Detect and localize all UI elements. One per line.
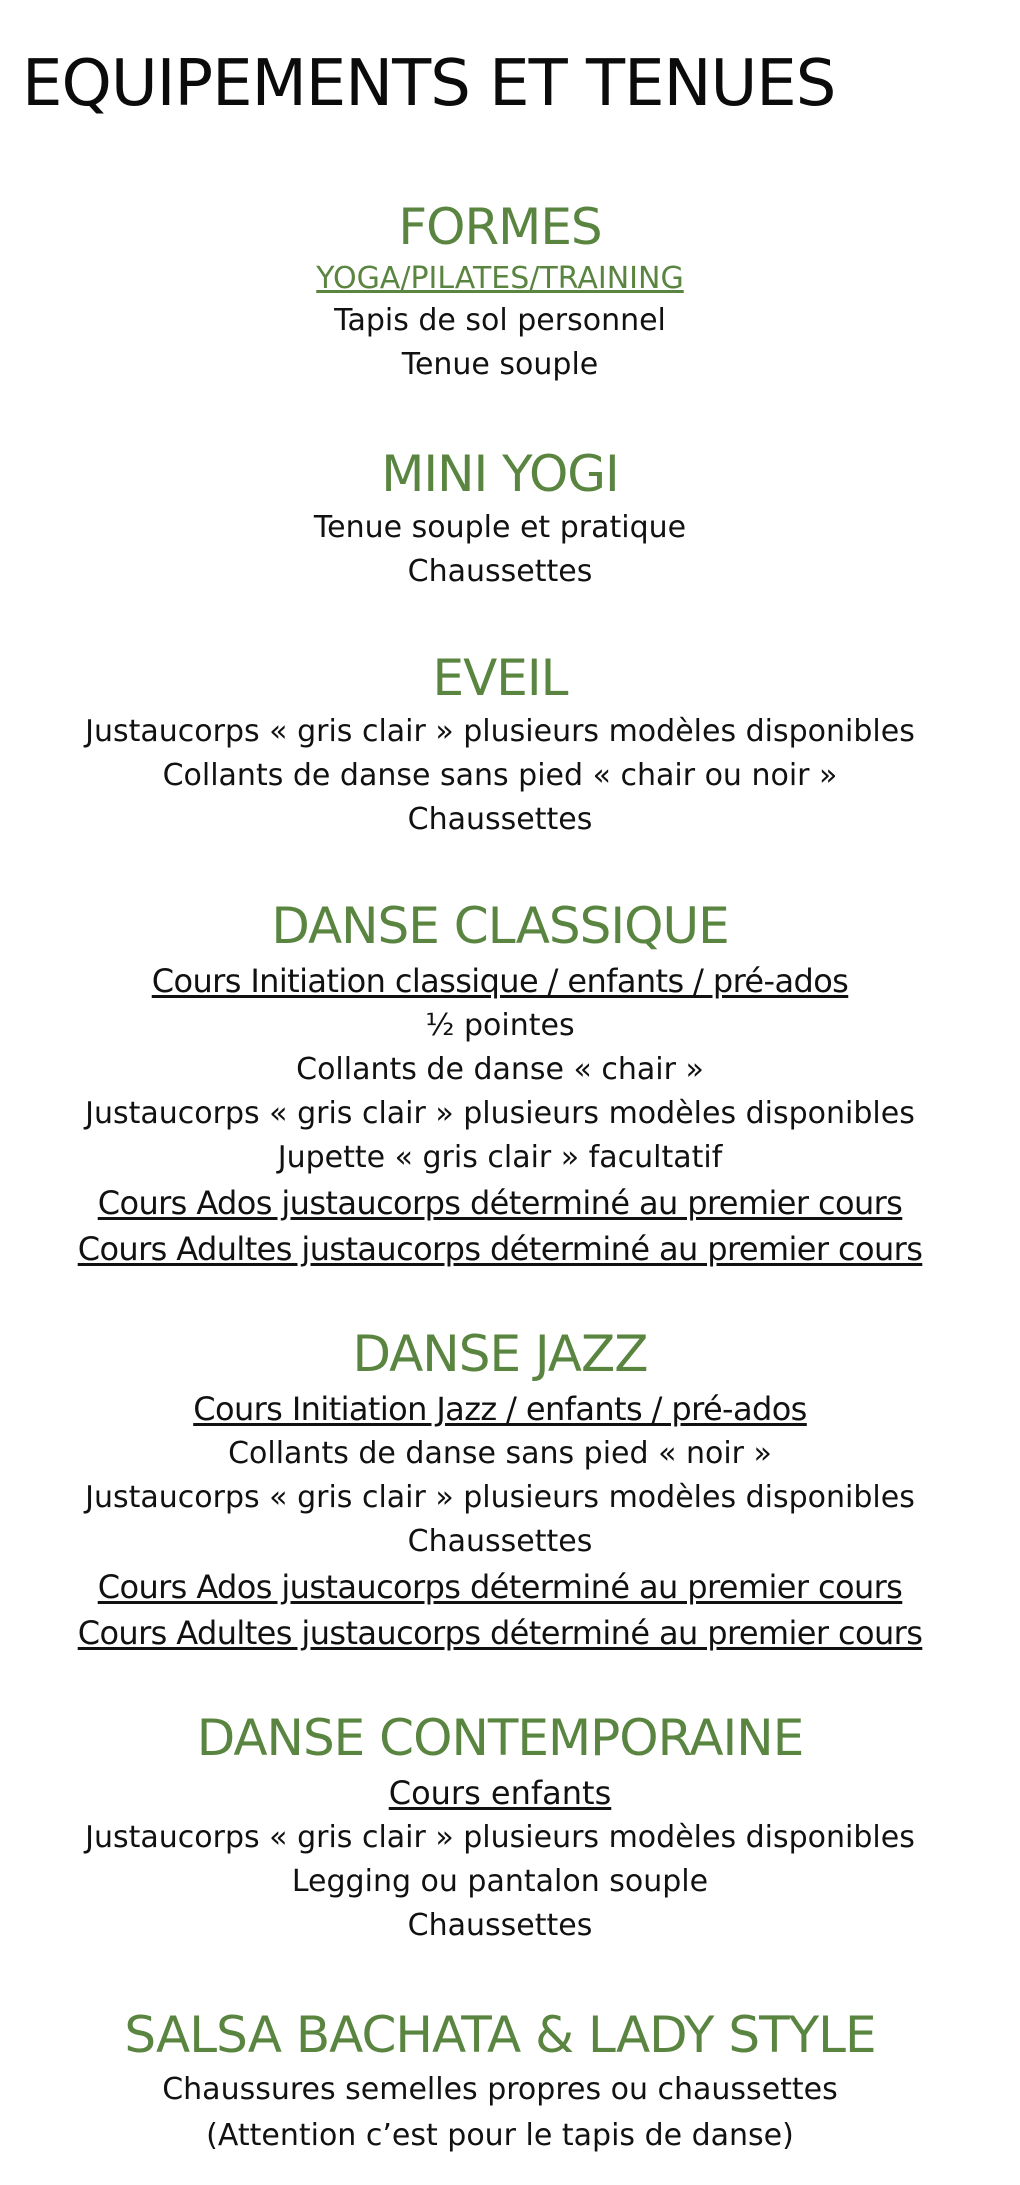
section-danse-classique (0, 894, 1000, 1272)
course-note: Cours Ados justaucorps déterminé au premier cours (97, 1568, 903, 1606)
section-subtitle: Cours Initiation classique / enfants / pré-ados (151, 962, 849, 1000)
list-item: Chaussettes (407, 1908, 593, 1943)
course-note: Cours Ados justaucorps déterminé au premier cours (97, 1184, 903, 1222)
section-salsa-bachata (0, 2003, 1000, 2159)
section-title: DANSE JAZZ (352, 1325, 648, 1383)
list-item: ½ pointes (425, 1008, 575, 1043)
course-note: Cours Adultes justaucorps déterminé au premier cours (77, 1614, 923, 1652)
list-item: Collants de danse sans pied « chair ou noir » (162, 758, 838, 793)
list-item: Jupette « gris clair » facultatif (277, 1140, 723, 1175)
section-title: FORMES (398, 198, 602, 256)
list-item: Justaucorps « gris clair » plusieurs modèles disponibles (85, 714, 915, 749)
list-item: Justaucorps « gris clair » plusieurs modèles disponibles (85, 1820, 915, 1855)
list-item: (Attention c’est pour le tapis de danse) (206, 2118, 794, 2153)
list-item: Justaucorps « gris clair » plusieurs modèles disponibles (85, 1096, 915, 1131)
section-subtitle: Cours enfants (388, 1774, 612, 1812)
section-title: DANSE CONTEMPORAINE (196, 1709, 804, 1767)
list-item: Justaucorps « gris clair » plusieurs modèles disponibles (85, 1480, 915, 1515)
list-item: Tenue souple et pratique (313, 510, 687, 545)
list-item: Chaussures semelles propres ou chaussettes (162, 2072, 838, 2107)
list-item: Chaussettes (407, 554, 593, 589)
section-eveil (0, 646, 1000, 842)
section-subtitle: Cours Initiation Jazz / enfants / pré-ados (193, 1390, 807, 1428)
list-item: Chaussettes (407, 802, 593, 837)
section-subtitle: YOGA/PILATES/TRAINING (316, 261, 684, 296)
course-note: Cours Adultes justaucorps déterminé au premier cours (77, 1230, 923, 1268)
section-danse-contemporaine (0, 1706, 1000, 1948)
list-item: Collants de danse « chair » (296, 1052, 704, 1087)
section-mini-yogi (0, 442, 1000, 594)
list-item: Tapis de sol personnel (334, 303, 666, 338)
list-item: Chaussettes (407, 1524, 593, 1559)
section-title: DANSE CLASSIQUE (271, 897, 729, 955)
section-title: SALSA BACHATA & LADY STYLE (124, 2006, 876, 2064)
list-item: Legging ou pantalon souple (291, 1864, 709, 1899)
list-item: Collants de danse sans pied « noir » (228, 1436, 772, 1471)
section-danse-jazz (0, 1322, 1000, 1656)
list-item: Tenue souple (401, 347, 599, 382)
section-title: EVEIL (432, 649, 568, 707)
section-title: MINI YOGI (381, 445, 619, 503)
section-formes (0, 195, 1000, 387)
page-title: EQUIPEMENTS ET TENUES (22, 47, 836, 121)
